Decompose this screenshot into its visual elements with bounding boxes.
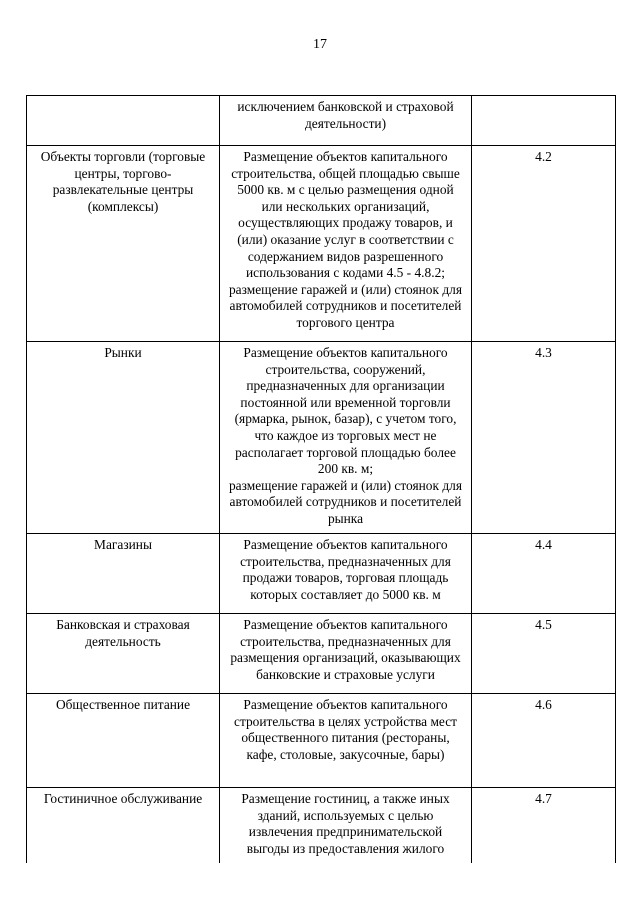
name-line: деятельность: [85, 633, 161, 649]
table-row: [27, 694, 616, 788]
table-row: [27, 534, 616, 614]
description-line: Размещение объектов капитального: [243, 617, 448, 632]
description-line: которых составляет до 5000 кв. м: [250, 586, 441, 602]
description-line: постоянной или временной торговли: [240, 394, 451, 410]
description-line: Размещение объектов капитального: [243, 697, 448, 712]
table-row: [27, 788, 616, 864]
description-line: Размещение объектов капитального: [243, 149, 448, 164]
name-line: Магазины: [94, 537, 152, 552]
description-line: (или) оказание услуг в соответствии с: [237, 231, 454, 247]
description-line: банковские и страховые услуги: [256, 666, 435, 682]
use-description-cell: [220, 342, 472, 534]
name-line: Объекты торговли (торговые: [40, 149, 206, 164]
use-code-cell: 4.3: [472, 342, 616, 534]
table-row: [27, 342, 616, 534]
description-line: размещения организаций, оказывающих: [230, 650, 461, 666]
description-line: извлечения предпринимательской: [248, 824, 443, 840]
use-name-cell: [27, 614, 220, 694]
description-line: строительства, предназначенных для: [240, 553, 451, 569]
use-description-cell: [220, 96, 472, 146]
use-code-cell: 4.4: [472, 534, 616, 614]
description-line: общественного питания (рестораны,: [241, 730, 450, 746]
description-line: деятельности): [304, 115, 387, 131]
use-description-cell: [220, 614, 472, 694]
description-line: торгового центра: [296, 314, 395, 330]
name-line: Рынки: [104, 345, 142, 360]
description-line: автомобилей сотрудников и посетителей: [229, 298, 462, 314]
use-description-cell: [220, 788, 472, 864]
use-description-cell: [220, 694, 472, 788]
use-code-cell: 4.5: [472, 614, 616, 694]
description-line: размещение гаражей и (или) стоянок для: [228, 281, 463, 297]
description-line: строительства в целях устройства мест: [234, 713, 457, 729]
description-line: (ярмарка, рынок, базар), с учетом того,: [234, 411, 457, 427]
description-line: строительства, общей площадью свыше: [231, 165, 460, 181]
description-line: содержанием видов разрешенного: [247, 248, 444, 264]
table-row: [27, 96, 616, 146]
table-body: [27, 96, 616, 864]
description-line: предназначенных для организации: [246, 378, 445, 394]
use-code-cell: 4.6: [472, 694, 616, 788]
name-line: Гостиничное обслуживание: [43, 791, 203, 806]
description-line: строительства, сооружений,: [265, 361, 426, 377]
use-name-cell: [27, 788, 220, 864]
description-line: Размещение объектов капитального: [243, 345, 448, 360]
description-line: рынка: [327, 510, 364, 526]
use-code-cell: 4.7: [472, 788, 616, 864]
use-name-cell: [27, 694, 220, 788]
description-line: Размещение гостиниц, а также иных: [241, 791, 450, 806]
use-code-cell: 4.2: [472, 146, 616, 342]
description-line: автомобилей сотрудников и посетителей: [229, 494, 462, 510]
use-code-cell: [472, 96, 616, 146]
land-use-table: [26, 95, 616, 863]
description-line: выгоды из предоставления жилого: [246, 840, 445, 856]
description-line: размещение гаражей и (или) стоянок для: [228, 477, 463, 493]
use-name-cell: [27, 534, 220, 614]
use-description-cell: [220, 534, 472, 614]
description-line: использования с кодами 4.5 - 4.8.2;: [246, 265, 445, 281]
name-line: (комплексы): [87, 198, 159, 214]
description-line: строительства, предназначенных для: [240, 633, 451, 649]
page-number: 17: [313, 37, 327, 52]
name-line: Банковская и страховая: [56, 617, 190, 632]
description-line: или нескольких организаций,: [261, 198, 430, 214]
name-line: развлекательные центры: [52, 182, 194, 198]
description-line: 200 кв. м;: [317, 461, 374, 477]
table-row: [27, 614, 616, 694]
description-line: располагает торговой площадью более: [235, 444, 456, 460]
description-line: зданий, используемых с целью: [257, 807, 434, 823]
description-line: осуществляющих продажу товаров, и: [238, 215, 453, 231]
description-line: продажи товаров, торговая площадь: [242, 570, 449, 586]
description-line: исключением банковской и страховой: [237, 99, 454, 114]
name-line: центры, торгово-: [74, 165, 172, 181]
use-name-cell: [27, 342, 220, 534]
use-name-cell: [27, 96, 220, 146]
description-line: кафе, столовые, закусочные, бары): [246, 746, 445, 762]
use-name-cell: [27, 146, 220, 342]
name-line: Общественное питание: [55, 697, 191, 712]
description-line: что каждое из торговых мест не: [254, 427, 437, 443]
description-line: 5000 кв. м с целью размещения одной: [237, 182, 454, 198]
table-row: [27, 146, 616, 342]
use-description-cell: [220, 146, 472, 342]
description-line: Размещение объектов капитального: [243, 537, 448, 552]
